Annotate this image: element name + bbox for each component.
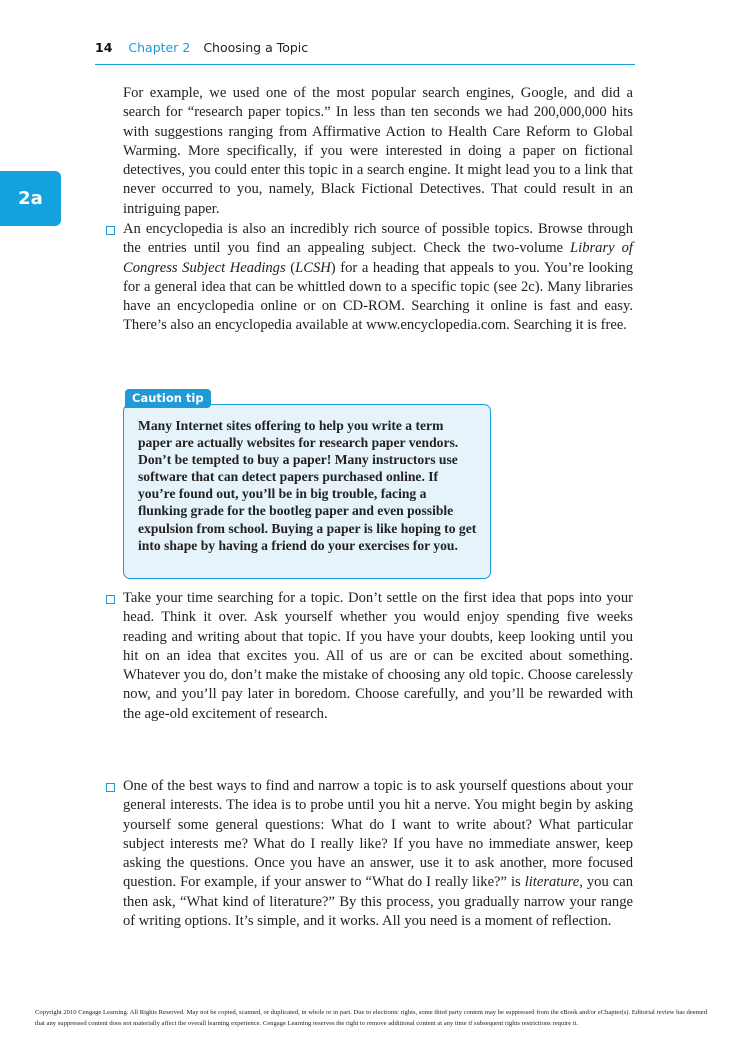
paragraph-google-example: For example, we used one of the most popular search engines, Google, and did a search for “research paper topics.” In less than ten seconds we had 200,000,000 hits with suggestions ranging from Affirmative Action to Health Care Reform to Global Warming. More specifically, if you were interested in doing a paper on fictional detectives, you could enter this topic in a search engine. It might lead you to a link that never occurred to you, namely, Black Fictional Detectives. That could result in an intriguing paper.: [123, 85, 633, 217]
copyright-footer: Copyright 2010 Cengage Learning. All Rights Reserved. May not be copied, scanned, or duplicated, in whole or in part. Due to electronic rights, some third party content may be suppressed from the eBook and/or eChapter(s). Editorial review has deemed that any suppressed content does not materially affect the overall learning experience. Cengage Learning reserves the right to remove additional content at any time if subsequent rights restrictions require it.: [35, 1009, 708, 1027]
chapter-label: Chapter 2: [128, 40, 191, 55]
paragraph-ask-questions: [123, 777, 633, 931]
caution-tip-box: [123, 404, 491, 579]
caution-tip-text: Many Internet sites offering to help you write a term paper are actually websites for research paper vendors. Don’t be tempted to buy a paper! Many instructors use software that can detect papers purchased online. If you’re found out, you’ll be in big trouble, facing a flunking grade for the bootleg paper and even possible expulsion from school. Buying a paper is like hoping to get into shape by having a friend do your exercises for you.: [138, 418, 477, 553]
bullet-square-icon: [106, 226, 115, 235]
paragraph-text: An encyclopedia is also an incredibly rich source of possible topics. Browse through the entries until you find an appealing subject. Check the two-volume: [123, 221, 633, 257]
page-number: 14: [95, 40, 113, 55]
paragraph-text: you can then ask, “What kind of literature?” By this process, you gradually narrow your range of writing options. It’s simple, and it works. All you need is a moment of reflection.: [123, 874, 633, 930]
paragraph-text: One of the best ways to find and narrow a topic is to ask yourself questions about your general interests. The idea is to probe until you hit a nerve. You might begin by asking yourself some general questions: What do I want to write about? What particular subject interests me? What do I really like? If you have no immediate answer, keep asking the questions. Once you have an answer, use it to ask another, more focused question. For example, if your answer to “What do I really like?” is: [123, 778, 633, 891]
chapter-title: Choosing a Topic: [203, 40, 309, 55]
paragraph-take-your-time: Take your time searching for a topic. Don’t settle on the first idea that pops into your head. Think it over. Ask yourself whether you would enjoy spending five weeks reading and writing about that topic. If you have your doubts, keep looking until you hit on an idea that excites you. All of us are or can be excited about something. Whatever you do, don’t make the mistake of choosing any old topic. Choose carelessly now, and you’ll pay later in boredom. Choose carefully, and you’ll be rewarded with the age-old excitement of research.: [123, 590, 633, 722]
section-tab[interactable]: 2a: [0, 171, 61, 226]
bullet-square-icon: [106, 783, 115, 792]
bullet-square-icon: [106, 595, 115, 604]
caution-tip-label: Caution tip: [125, 389, 211, 408]
abbreviation: LCSH: [295, 259, 331, 276]
emphasis: literature,: [524, 874, 583, 891]
running-header: [95, 40, 635, 65]
book-title: Library of Congress Subject Headings: [123, 240, 633, 276]
paragraph-text: (: [285, 259, 296, 276]
paragraph-text: ) for a heading that appeals to you. You’re looking for a general idea that can be whittled down to a specific topic (see 2c). Many libraries have an encyclopedia online or on CD-ROM. Searching it online is fast and easy. There’s also an encyclopedia available at www.encyclopedia.com. Searching it is free.: [123, 259, 634, 334]
paragraph-encyclopedia: [123, 220, 633, 336]
